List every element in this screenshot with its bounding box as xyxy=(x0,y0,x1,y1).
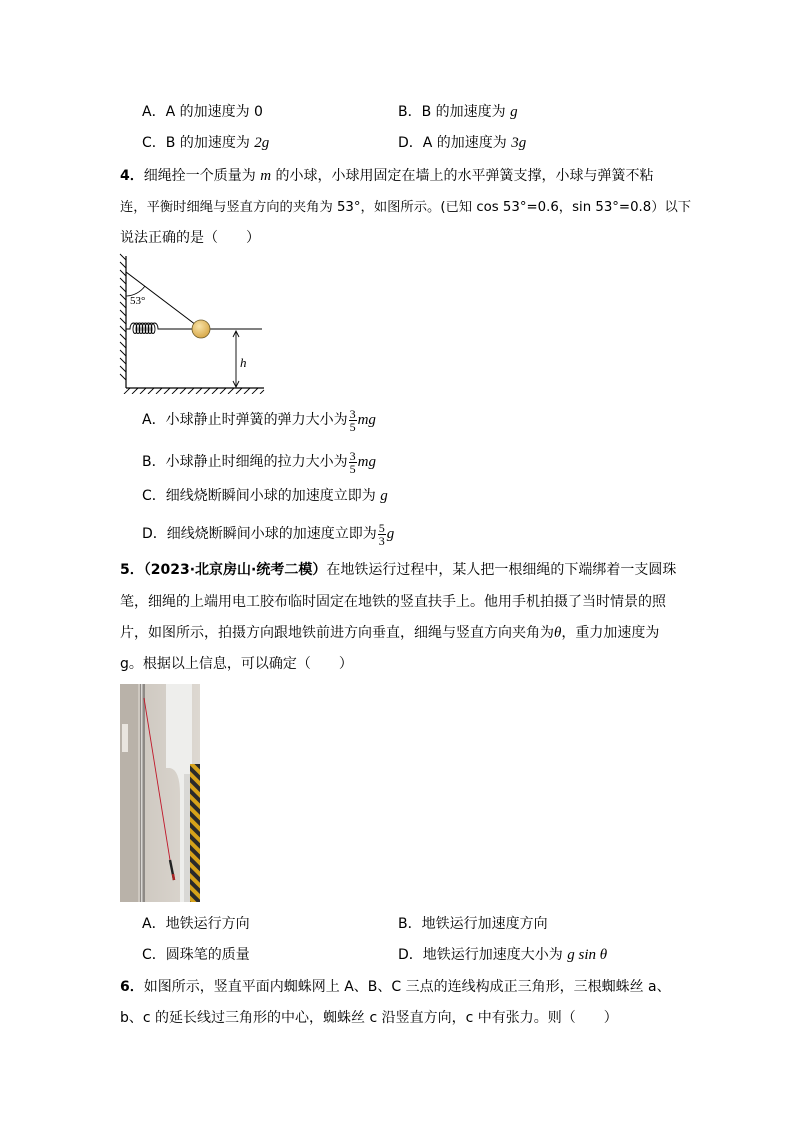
q4-stem-line1 xyxy=(120,166,654,186)
q5-line3-b: ，重力加速度为 xyxy=(561,625,660,641)
q3-option-b-text: B．B 的加速度为 xyxy=(398,104,506,120)
q5-option-b-text: B．地铁运行加速度方向 xyxy=(398,916,548,932)
q3-option-b-value: g xyxy=(510,104,518,120)
q4-option-a xyxy=(142,406,376,434)
q5-number: 5． xyxy=(120,562,144,578)
q5-var-theta: θ xyxy=(554,625,562,641)
fraction-numerator: 5 xyxy=(378,520,385,535)
q4-option-c xyxy=(142,486,388,506)
q3-option-d-text: D．A 的加速度为 xyxy=(398,135,507,151)
q3-option-a-text: A．A 的加速度为 0 xyxy=(142,104,263,120)
q5-line2: 笔，细绳的上端用电工胶布临时固定在地铁的竖直扶手上。他用手机拍摄了当时情景的照 xyxy=(120,594,666,610)
q3-option-c-value: 2g xyxy=(254,135,270,151)
angle-label: 53° xyxy=(130,295,146,307)
q4-option-d xyxy=(142,520,394,548)
q5-subway-photo xyxy=(120,684,200,902)
q6-stem-line2 xyxy=(120,1008,618,1028)
q4-option-d-suffix: g xyxy=(386,526,395,542)
q5-line4: g。根据以上信息，可以确定（ ） xyxy=(120,656,353,672)
q4-option-c-suffix: g xyxy=(380,488,388,504)
q4-stem-line2 xyxy=(120,198,691,218)
q5-stem-line1 xyxy=(120,560,676,580)
q6-stem-line1 xyxy=(120,977,671,997)
q5-option-a-text: A．地铁运行方向 xyxy=(142,916,250,932)
q4-line1-a: 细绳拴一个质量为 xyxy=(143,168,256,184)
q5-source: （2023·北京房山·统考二模） xyxy=(143,562,327,578)
q4-option-b xyxy=(142,448,376,476)
q4-option-a-text: A．小球静止时弹簧的弹力大小为 xyxy=(142,412,348,428)
q5-option-d-text: D．地铁运行加速度大小为 xyxy=(398,947,563,963)
q4-line1-b: 的小球，小球用固定在墙上的水平弹簧支撑，小球与弹簧不粘 xyxy=(275,168,654,184)
q5-stem-line2 xyxy=(120,592,666,612)
q5-option-d xyxy=(398,945,607,965)
q3-option-c-text: C．B 的加速度为 xyxy=(142,135,250,151)
q4-option-b-suffix: mg xyxy=(357,454,376,470)
q6-number: 6． xyxy=(120,979,144,995)
wall-hatching xyxy=(120,254,126,380)
q4-line3: 说法正确的是（ ） xyxy=(120,230,260,246)
q4-option-b-fraction xyxy=(349,450,357,475)
q4-option-d-text: D．细线烧断瞬间小球的加速度立即为 xyxy=(142,526,377,542)
subway-photo-illustration xyxy=(120,684,200,902)
q3-option-d-value: 3g xyxy=(511,135,527,151)
spring xyxy=(126,323,192,334)
q5-option-d-formula: g sin θ xyxy=(567,947,608,963)
q4-line2: 连，平衡时细绳与竖直方向的夹角为 53°，如图所示。(已知 cos 53°=0.6，sin 53°=0.8）以下 xyxy=(120,200,692,215)
ball xyxy=(192,320,210,338)
q4-option-b-text: B．小球静止时细绳的拉力大小为 xyxy=(142,454,348,470)
q4-option-a-fraction xyxy=(349,408,357,433)
q4-spring-ball-diagram xyxy=(116,252,266,394)
q5-option-a xyxy=(142,914,250,934)
q4-var-m: m xyxy=(260,168,272,184)
q4-number: 4． xyxy=(120,168,144,184)
q3-option-a xyxy=(142,102,263,122)
q5-stem-line3 xyxy=(120,623,659,643)
fraction-denominator: 3 xyxy=(378,533,385,548)
fraction-numerator: 3 xyxy=(349,448,356,463)
floor-hatching xyxy=(124,388,264,394)
q3-option-c xyxy=(142,133,269,153)
fraction-denominator: 5 xyxy=(349,419,356,434)
q5-stem-line4 xyxy=(120,654,353,674)
q6-line2: b、c 的延长线过三角形的中心，蜘蛛丝 c 沿竖直方向，c 中有张力。则（ ） xyxy=(120,1010,618,1026)
q5-option-b xyxy=(398,914,548,934)
q3-option-d xyxy=(398,133,526,153)
q5-option-c-text: C．圆珠笔的质量 xyxy=(142,947,250,963)
fraction-denominator: 5 xyxy=(349,461,356,476)
fraction-numerator: 3 xyxy=(349,406,356,421)
q4-option-c-text: C．细线烧断瞬间小球的加速度立即为 xyxy=(142,488,376,504)
q3-option-b xyxy=(398,102,518,122)
q5-option-c xyxy=(142,945,250,965)
q5-line3-a: 片，如图所示，拍摄方向跟地铁前进方向垂直，细绳与竖直方向夹角为 xyxy=(120,625,554,641)
height-label: h xyxy=(240,355,247,370)
q4-stem-line3 xyxy=(120,228,260,248)
q5-line1: 在地铁运行过程中，某人把一根细绳的下端绑着一支圆珠 xyxy=(326,562,677,578)
q4-option-d-fraction xyxy=(378,522,386,547)
q4-option-a-suffix: mg xyxy=(357,412,376,428)
q6-line1: 如图所示，竖直平面内蜘蛛网上 A、B、C 三点的连线构成正三角形，三根蜘蛛丝 a、 xyxy=(143,979,671,995)
